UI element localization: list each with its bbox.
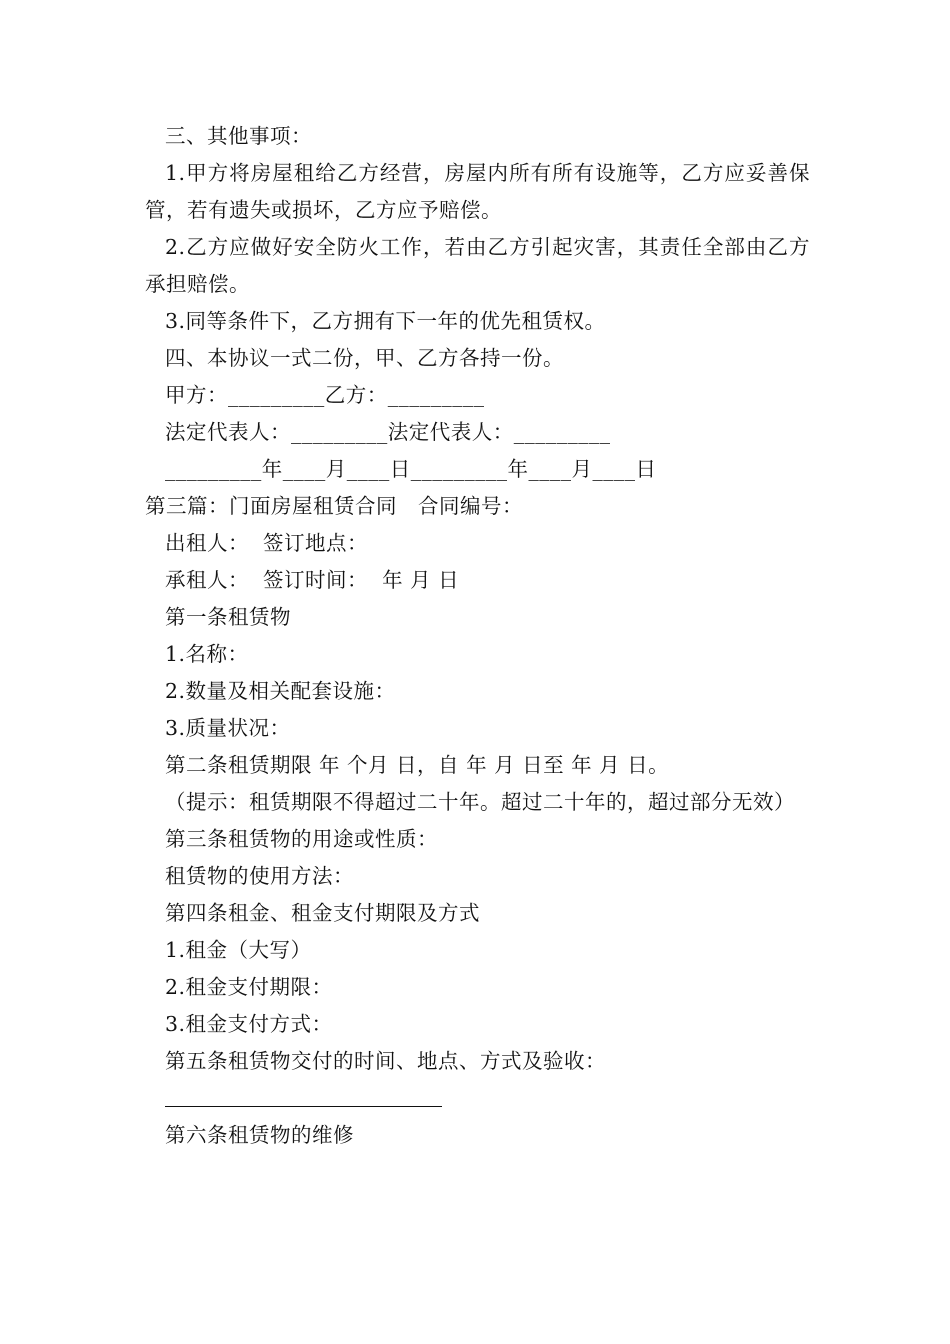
section-heading-copies: 四、本协议一式二份，甲、乙方各持一份。 (165, 346, 564, 370)
section-heading-other-matters: 三、其他事项： (165, 124, 312, 148)
article-item: 3.质量状况： (165, 716, 291, 740)
underline-divider (165, 1106, 442, 1107)
article-heading: 第五条租赁物交付的时间、地点、方式及验收： (165, 1049, 606, 1073)
document-body (145, 118, 810, 1154)
signature-date-line: _________年____月____日_________年____月____日 (165, 457, 657, 481)
clause-paragraph: 1.甲方将房屋租给乙方经营，房屋内所有所有设施等，乙方应妥善保管，若有遗失或损坏，乙方应予赔偿。 (145, 161, 810, 222)
article-heading: 第一条租赁物 (165, 605, 291, 629)
hint-paragraph: （提示：租赁期限不得超过二十年。超过二十年的，超过部分无效） (165, 790, 795, 814)
lessee-field: 承租人： 签订时间： 年 月 日 (165, 568, 460, 592)
article-item: 租赁物的使用方法： (165, 864, 354, 888)
article-item: 1.名称： (165, 642, 249, 666)
article-item: 3.租金支付方式： (165, 1012, 333, 1036)
blank-fill-line (145, 1080, 810, 1117)
clause-paragraph: 2.乙方应做好安全防火工作，若由乙方引起灾害，其责任全部由乙方承担赔偿。 (145, 235, 810, 296)
article-heading: 第四条租金、租金支付期限及方式 (165, 901, 480, 925)
article-item: 2.数量及相关配套设施： (165, 679, 396, 703)
signature-party-line: 甲方：_________乙方：_________ (165, 383, 485, 407)
article-item: 2.租金支付期限： (165, 975, 333, 999)
clause-paragraph: 3.同等条件下，乙方拥有下一年的优先租赁权。 (165, 309, 606, 333)
lessor-field: 出租人： 签订地点： (165, 531, 369, 555)
article-item: 1.租金（大写） (165, 938, 312, 962)
article-heading: 第三条租赁物的用途或性质： (165, 827, 438, 851)
chapter-title: 第三篇：门面房屋租赁合同 合同编号： (145, 494, 523, 518)
signature-representative-line: 法定代表人：_________法定代表人：_________ (165, 420, 611, 444)
article-heading: 第二条租赁期限 年 个月 日，自 年 月 日至 年 月 日。 (165, 753, 670, 777)
article-heading: 第六条租赁物的维修 (165, 1123, 354, 1147)
